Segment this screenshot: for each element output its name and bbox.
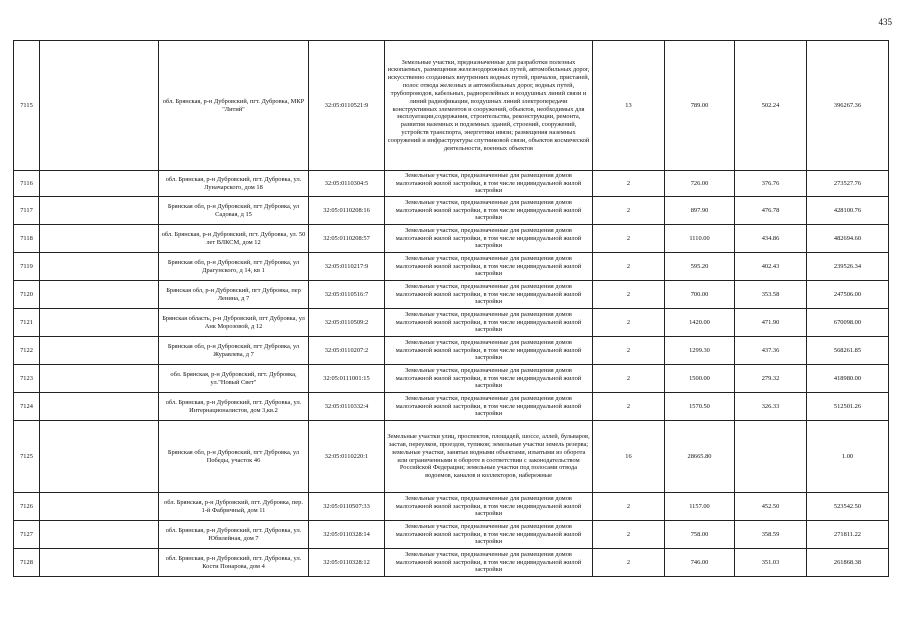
land-use-cell: Земельные участки улиц, проспектов, площадей, шоссе, аллей, бульваров, застав, переулков, проездов, тупиков; земельные участки земель резерва; земельные участки, занятые водными объектами, изъятыми из оборота или ограниченными в обороте в соответствии с законодательством Российской Федерации; земельные участки под полосами отвода водоемов, каналов и коллекторов, набережные [385, 421, 593, 493]
area-cell: 1500.00 [665, 365, 735, 393]
specific-value-cell: 353.58 [735, 281, 807, 309]
land-registry-table [13, 40, 889, 577]
cadastral-value-cell: 523542.50 [807, 493, 889, 521]
cadastral-value-cell: 512501.26 [807, 393, 889, 421]
cadastral-number-cell: 32:05:0110208:16 [309, 197, 385, 225]
land-use-cell: Земельные участки, предназначенные для размещения домов малоэтажной жилой застройки, в том числе индивидуальной жилой застройки [385, 521, 593, 549]
row-number: 7119 [14, 253, 40, 281]
table-row [14, 337, 889, 365]
address-cell: Брянская обл, р-н Дубровский, пгт Дубровка, ул Победы, участок 46 [159, 421, 309, 493]
address-cell: Брянская обл, р-н Дубровский, пгт Дубровка, ул Журавлева, д 7 [159, 337, 309, 365]
cadastral-number-cell: 32:05:0110220:1 [309, 421, 385, 493]
specific-value-cell: 471.90 [735, 309, 807, 337]
land-use-cell: Земельные участки, предназначенные для размещения домов малоэтажной жилой застройки, в том числе индивидуальной жилой застройки [385, 309, 593, 337]
table-row [14, 521, 889, 549]
empty-cell [40, 521, 159, 549]
cadastral-value-cell: 428100.76 [807, 197, 889, 225]
land-use-cell: Земельные участки, предназначенные для размещения домов малоэтажной жилой застройки, в том числе индивидуальной жилой застройки [385, 393, 593, 421]
cadastral-number-cell: 32:05:0110507:33 [309, 493, 385, 521]
address-cell: обл. Брянская, р-н Дубровский, пгт. Дубровка, МКР "Литий" [159, 41, 309, 171]
row-number: 7123 [14, 365, 40, 393]
table-row [14, 549, 889, 577]
cadastral-value-cell: 1.00 [807, 421, 889, 493]
area-cell: 28665.80 [665, 421, 735, 493]
cadastral-value-cell: 396267.36 [807, 41, 889, 171]
area-cell: 758.00 [665, 521, 735, 549]
cadastral-number-cell: 32:05:0110328:12 [309, 549, 385, 577]
cadastral-number-cell: 32:05:0110332:4 [309, 393, 385, 421]
empty-cell [40, 365, 159, 393]
table-row [14, 421, 889, 493]
land-use-cell: Земельные участки, предназначенные для размещения домов малоэтажной жилой застройки, в том числе индивидуальной жилой застройки [385, 549, 593, 577]
address-cell: обл. Брянская, р-н Дубровский, пгт. Дубровка, ул. 50 лет ВЛКСМ, дом 12 [159, 225, 309, 253]
specific-value-cell: 437.36 [735, 337, 807, 365]
row-number: 7117 [14, 197, 40, 225]
table-row [14, 171, 889, 197]
address-cell: обл. Брянская, р-н Дубровский, пгт. Дубровка, пер. 1-й Фабричный, дом 11 [159, 493, 309, 521]
address-cell: обл. Брянская, р-н Дубровский, пгт. Дубровка, ул. Интернационалистов, дом 3,кв.2 [159, 393, 309, 421]
cadastral-number-cell: 32:05:0110509:2 [309, 309, 385, 337]
empty-cell [40, 171, 159, 197]
area-cell: 1420.00 [665, 309, 735, 337]
land-use-cell: Земельные участки, предназначенные для размещения домов малоэтажной жилой застройки, в том числе индивидуальной жилой застройки [385, 365, 593, 393]
cadastral-value-cell: 418980.00 [807, 365, 889, 393]
use-group-cell: 2 [593, 493, 665, 521]
table-row [14, 253, 889, 281]
land-use-cell: Земельные участки, предназначенные для размещения домов малоэтажной жилой застройки, в том числе индивидуальной жилой застройки [385, 253, 593, 281]
address-cell: обл. Брянская, р-н Дубровский, пгт. Дубровка, ул."Новый Свет" [159, 365, 309, 393]
cadastral-number-cell: 32:05:0110328:14 [309, 521, 385, 549]
land-use-cell: Земельные участки, предназначенные для разработки полезных ископаемых, размещения железнодорожных путей, автомобильных дорог, искусственно созданных внутренних водных путей, причалов, пристаней, полос отвода железных и автомобильных дорог, водных путей, трубопроводов, кабельных, радиорелейных и воздушных линий связи и линий радиофикации, воздушных линий электропередачи конструктивных элементов и сооружений, объектов, необходимых для эксплуатации,содержания, строительства, реконструкции, ремонта, развития наземных и подземных зданий, строений, сооружений, устройств транспорта, энергетики ивязи; размещения наземных сооружений и инфраструктуры спутниковой связи, объектов космической деятельности, военных объектов [385, 41, 593, 171]
area-cell: 789.00 [665, 41, 735, 171]
empty-cell [40, 421, 159, 493]
address-cell: обл. Брянская, р-н Дубровский, пгт. Дубровка, ул. Луначарского, дом 18 [159, 171, 309, 197]
row-number: 7128 [14, 549, 40, 577]
row-number: 7118 [14, 225, 40, 253]
use-group-cell: 2 [593, 171, 665, 197]
empty-cell [40, 393, 159, 421]
cadastral-number-cell: 32:05:0110304:5 [309, 171, 385, 197]
area-cell: 1110.00 [665, 225, 735, 253]
specific-value-cell: 358.59 [735, 521, 807, 549]
use-group-cell: 2 [593, 549, 665, 577]
row-number: 7120 [14, 281, 40, 309]
cadastral-value-cell: 261868.38 [807, 549, 889, 577]
row-number: 7115 [14, 41, 40, 171]
cadastral-number-cell: 32:05:0110207:2 [309, 337, 385, 365]
cadastral-number-cell: 32:05:0110521:9 [309, 41, 385, 171]
table-row [14, 365, 889, 393]
empty-cell [40, 197, 159, 225]
land-use-cell: Земельные участки, предназначенные для размещения домов малоэтажной жилой застройки, в том числе индивидуальной жилой застройки [385, 281, 593, 309]
land-use-cell: Земельные участки, предназначенные для размещения домов малоэтажной жилой застройки, в том числе индивидуальной жилой застройки [385, 197, 593, 225]
area-cell: 700.00 [665, 281, 735, 309]
specific-value-cell: 279.32 [735, 365, 807, 393]
specific-value-cell: 402.43 [735, 253, 807, 281]
table-body [14, 41, 889, 577]
specific-value-cell: 452.50 [735, 493, 807, 521]
empty-cell [40, 493, 159, 521]
specific-value-cell: 434.86 [735, 225, 807, 253]
address-cell: Брянская обл, р-н Дубровский, пгт Дубровка, ул Драгунского, д 14, кв 1 [159, 253, 309, 281]
use-group-cell: 2 [593, 365, 665, 393]
area-cell: 726.00 [665, 171, 735, 197]
use-group-cell: 2 [593, 225, 665, 253]
use-group-cell: 2 [593, 281, 665, 309]
address-cell: Брянская область, р-н Дубровский, пгт Дубровка, ул Анк Морозовой, д 12 [159, 309, 309, 337]
cadastral-number-cell: 32:05:0110516:7 [309, 281, 385, 309]
land-use-cell: Земельные участки, предназначенные для размещения домов малоэтажной жилой застройки, в том числе индивидуальной жилой застройки [385, 337, 593, 365]
area-cell: 1157.00 [665, 493, 735, 521]
area-cell: 746.00 [665, 549, 735, 577]
land-use-cell: Земельные участки, предназначенные для размещения домов малоэтажной жилой застройки, в том числе индивидуальной жилой застройки [385, 225, 593, 253]
use-group-cell: 16 [593, 421, 665, 493]
empty-cell [40, 549, 159, 577]
row-number: 7127 [14, 521, 40, 549]
address-cell: Брянская обл, р-н Дубровский, пгт Дубровка, ул Садовая, д 15 [159, 197, 309, 225]
row-number: 7126 [14, 493, 40, 521]
row-number: 7116 [14, 171, 40, 197]
address-cell: Брянская обл, р-н Дубровский, пгт Дубровка, пер Ленина, д 7 [159, 281, 309, 309]
use-group-cell: 2 [593, 253, 665, 281]
specific-value-cell: 326.33 [735, 393, 807, 421]
cadastral-value-cell: 568261.85 [807, 337, 889, 365]
table-row [14, 197, 889, 225]
table-row [14, 225, 889, 253]
empty-cell [40, 337, 159, 365]
use-group-cell: 13 [593, 41, 665, 171]
empty-cell [40, 225, 159, 253]
row-number: 7125 [14, 421, 40, 493]
cadastral-value-cell: 482694.60 [807, 225, 889, 253]
empty-cell [40, 253, 159, 281]
cadastral-value-cell: 271811.22 [807, 521, 889, 549]
specific-value-cell: 476.78 [735, 197, 807, 225]
table-row [14, 309, 889, 337]
use-group-cell: 2 [593, 393, 665, 421]
land-use-cell: Земельные участки, предназначенные для размещения домов малоэтажной жилой застройки, в том числе индивидуальной жилой застройки [385, 493, 593, 521]
area-cell: 1570.50 [665, 393, 735, 421]
cadastral-value-cell: 273527.76 [807, 171, 889, 197]
address-cell: обл. Брянская, р-н Дубровский, пгт. Дубровка, ул. Юбилейная, дом 7 [159, 521, 309, 549]
empty-cell [40, 281, 159, 309]
row-number: 7121 [14, 309, 40, 337]
row-number: 7122 [14, 337, 40, 365]
use-group-cell: 2 [593, 309, 665, 337]
use-group-cell: 2 [593, 337, 665, 365]
cadastral-value-cell: 247506.00 [807, 281, 889, 309]
cadastral-value-cell: 670098.00 [807, 309, 889, 337]
area-cell: 595.20 [665, 253, 735, 281]
specific-value-cell: 502.24 [735, 41, 807, 171]
table-row [14, 41, 889, 171]
cadastral-value-cell: 239526.34 [807, 253, 889, 281]
row-number: 7124 [14, 393, 40, 421]
use-group-cell: 2 [593, 197, 665, 225]
empty-cell [40, 41, 159, 171]
area-cell: 1299.30 [665, 337, 735, 365]
specific-value-cell: 376.76 [735, 171, 807, 197]
page-number: 435 [878, 17, 892, 27]
area-cell: 897.90 [665, 197, 735, 225]
table-row [14, 281, 889, 309]
land-use-cell: Земельные участки, предназначенные для размещения домов малоэтажной жилой застройки, в том числе индивидуальной жилой застройки [385, 171, 593, 197]
use-group-cell: 2 [593, 521, 665, 549]
specific-value-cell [735, 421, 807, 493]
cadastral-number-cell: 32:05:0110208:57 [309, 225, 385, 253]
cadastral-number-cell: 32:05:0110217:9 [309, 253, 385, 281]
table-row [14, 493, 889, 521]
address-cell: обл. Брянская, р-н Дубровский, пгт. Дубровка, ул. Кости Понарова, дом 4 [159, 549, 309, 577]
cadastral-number-cell: 32:05:0111001:15 [309, 365, 385, 393]
empty-cell [40, 309, 159, 337]
specific-value-cell: 351.03 [735, 549, 807, 577]
table-row [14, 393, 889, 421]
